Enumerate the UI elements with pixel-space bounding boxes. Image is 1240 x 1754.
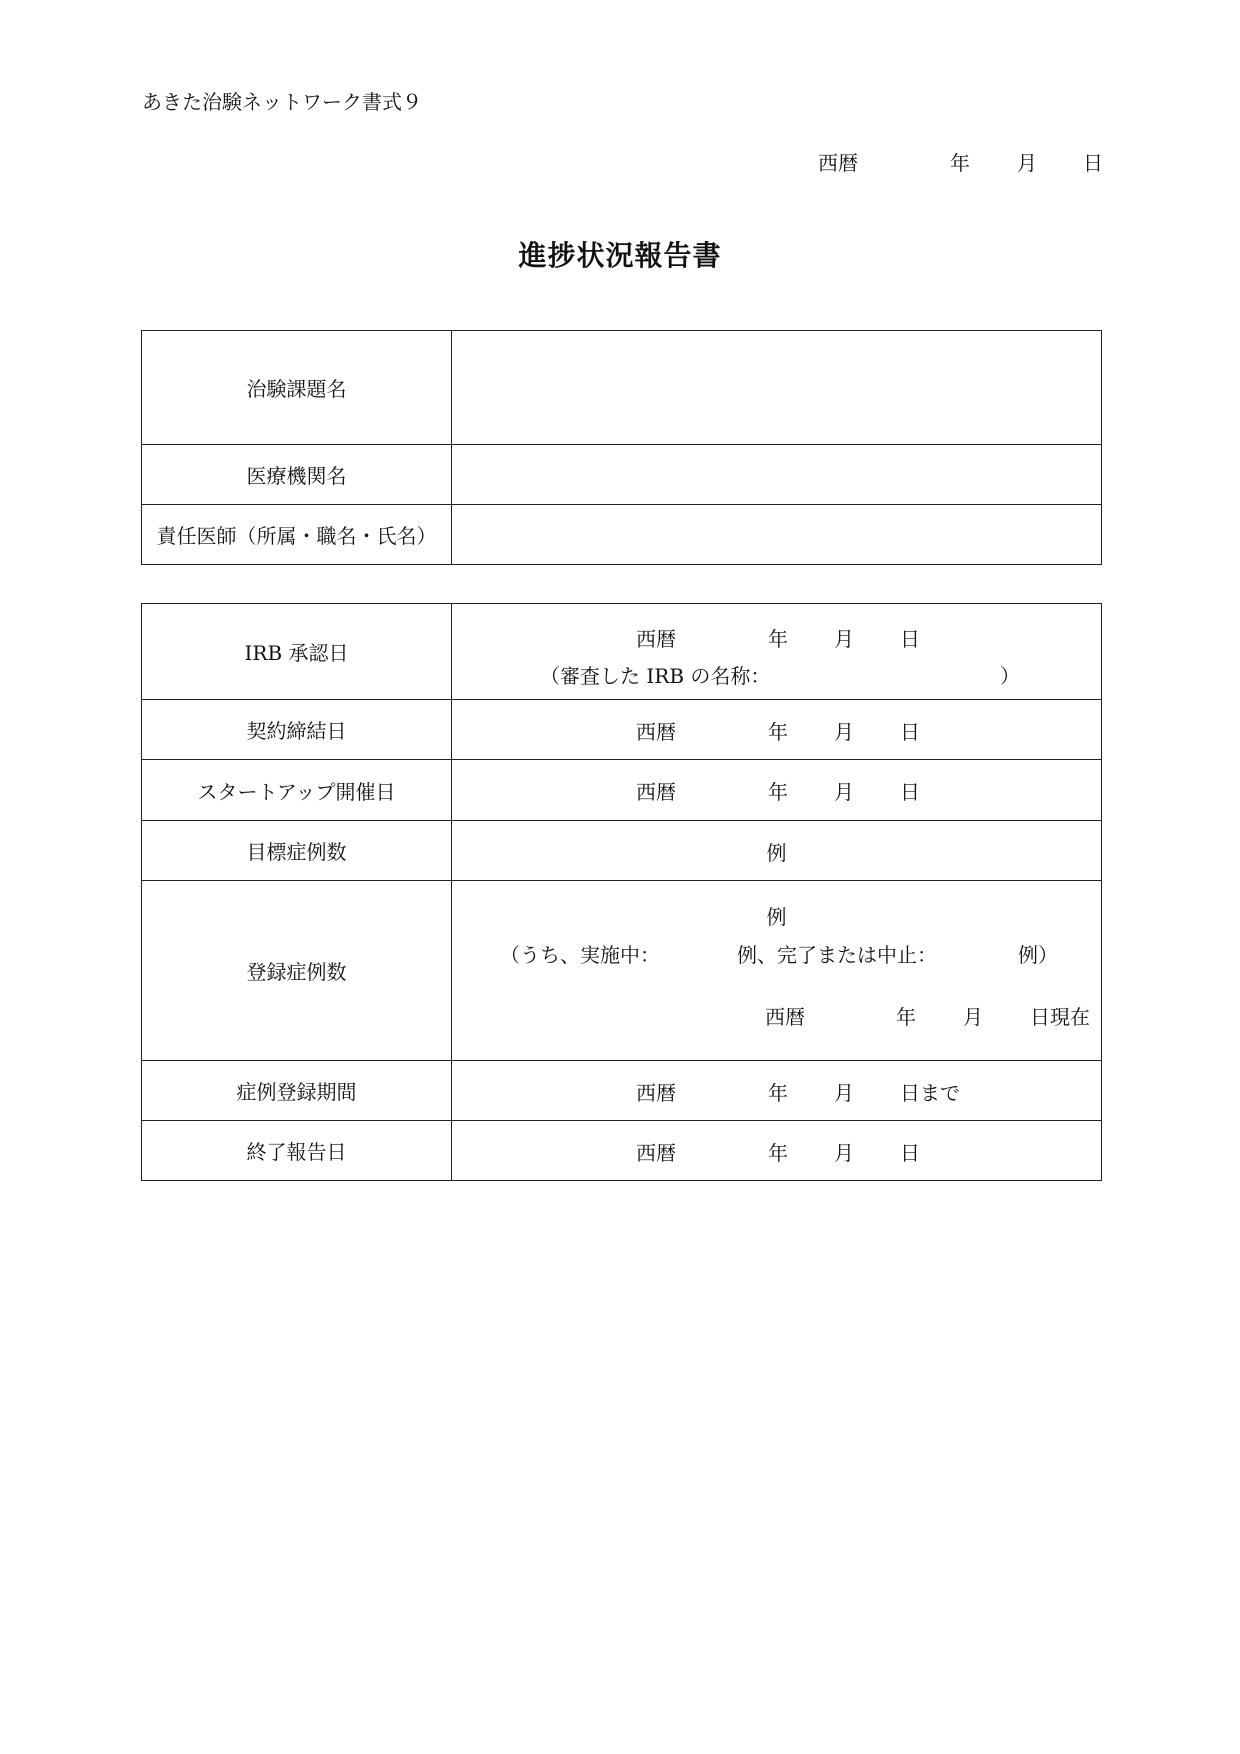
irb-approval-field[interactable] xyxy=(452,604,1102,700)
enrolled-cases-field[interactable] xyxy=(452,881,1102,1061)
day-label: 日 xyxy=(900,720,920,744)
month-label: 月 xyxy=(834,720,854,744)
reviewed-irb-label: （審査した IRB の名称： xyxy=(540,664,771,688)
target-cases-field[interactable] xyxy=(452,821,1102,881)
year-label: 年 xyxy=(950,151,970,175)
year-label: 年 xyxy=(896,1005,916,1029)
year-label: 年 xyxy=(768,627,788,651)
institution-label: 医療機関名 xyxy=(142,445,452,505)
era-label: 西暦 xyxy=(636,780,676,804)
startup-date-field[interactable] xyxy=(452,760,1102,821)
final-report-label: 終了報告日 xyxy=(142,1121,452,1181)
institution-field[interactable] xyxy=(452,445,1102,505)
era-label: 西暦 xyxy=(636,1081,676,1105)
target-cases-label: 目標症例数 xyxy=(142,821,452,881)
as-of-day-label: 日現在 xyxy=(1030,1005,1090,1029)
era-label: 西暦 xyxy=(818,151,858,175)
investigator-label: 責任医師（所属・職名・氏名） xyxy=(142,505,452,565)
breakdown-completed-label: 例、完了または中止： xyxy=(737,943,937,967)
year-label: 年 xyxy=(768,720,788,744)
study-title-field[interactable] xyxy=(452,331,1102,445)
day-label: 日 xyxy=(1083,151,1103,175)
era-label: 西暦 xyxy=(636,1141,676,1165)
era-label: 西暦 xyxy=(636,627,676,651)
document-title: 進捗状況報告書 xyxy=(518,239,722,272)
study-title-label: 治験課題名 xyxy=(142,331,452,445)
enrollment-period-field[interactable] xyxy=(452,1061,1102,1121)
year-label: 年 xyxy=(768,1141,788,1165)
era-label: 西暦 xyxy=(636,720,676,744)
study-info-table xyxy=(141,330,1102,565)
day-label: 日 xyxy=(900,1141,920,1165)
contract-date-field[interactable] xyxy=(452,700,1102,760)
day-label: 日 xyxy=(900,627,920,651)
form-number: あきた治験ネットワーク書式９ xyxy=(142,90,422,114)
month-label: 月 xyxy=(834,780,854,804)
month-label: 月 xyxy=(963,1005,983,1029)
breakdown-ongoing-label: （うち、実施中： xyxy=(500,943,660,967)
progress-table xyxy=(141,603,1102,1181)
submission-date xyxy=(0,147,1240,175)
year-label: 年 xyxy=(768,1081,788,1105)
reviewed-irb-close: ） xyxy=(1000,664,1020,688)
day-label: 日 xyxy=(900,780,920,804)
month-label: 月 xyxy=(834,627,854,651)
breakdown-close: 例） xyxy=(1018,943,1058,967)
cases-unit: 例 xyxy=(766,841,787,865)
startup-date-label: スタートアップ開催日 xyxy=(142,760,452,821)
month-label: 月 xyxy=(834,1141,854,1165)
investigator-field[interactable] xyxy=(452,505,1102,565)
enrolled-cases-label: 登録症例数 xyxy=(142,881,452,1061)
until-day-label: 日まで xyxy=(900,1081,960,1105)
month-label: 月 xyxy=(834,1081,854,1105)
cases-unit: 例 xyxy=(766,905,787,929)
year-label: 年 xyxy=(768,780,788,804)
final-report-field[interactable] xyxy=(452,1121,1102,1181)
irb-approval-label: IRB 承認日 xyxy=(142,604,452,700)
enrollment-period-label: 症例登録期間 xyxy=(142,1061,452,1121)
era-label: 西暦 xyxy=(765,1005,805,1029)
month-label: 月 xyxy=(1017,151,1037,175)
contract-date-label: 契約締結日 xyxy=(142,700,452,760)
